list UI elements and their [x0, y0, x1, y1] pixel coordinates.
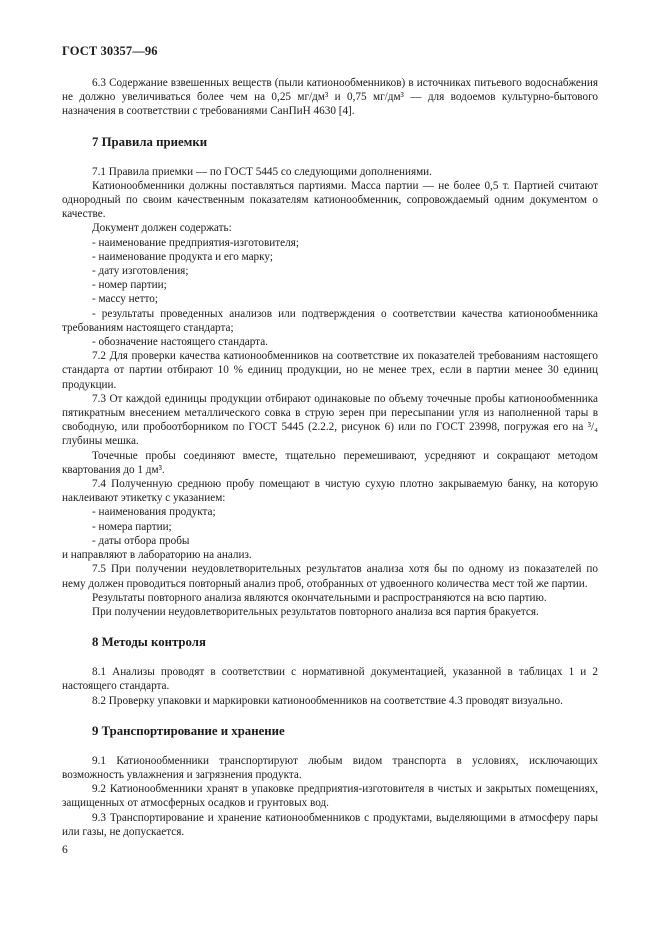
- section-heading: 8 Методы контроля: [92, 635, 206, 650]
- paragraph: Точечные пробы соединяют вместе, тщательно перемешивают, усредняют и сокращают методом квартования до 1 дм³.: [62, 449, 598, 476]
- list-item: - обозначение настоящего стандарта.: [92, 336, 268, 349]
- paragraph: 8.2 Проверку упаковки и маркировки катионообменников на соответствие 4.3 проводят визуально.: [92, 694, 563, 707]
- paragraph: 9.1 Катионообменники транспортируют любым видом транспорта в условиях, исключающих возможность увлажнения и загрязнения продукта.: [62, 754, 598, 781]
- list-item: - даты отбора пробы: [92, 534, 190, 547]
- list-item: - наименование предприятия-изготовителя;: [92, 236, 299, 249]
- list-item: - номера партии;: [92, 520, 172, 533]
- list-item: - массу нетто;: [92, 293, 158, 306]
- paragraph: Катионообменники должны поставляться партиями. Масса партии — не более 0,5 т. Партией считают однородный по своим качественным показателям катионообменник, сопровождаемый одним документом о качестве.: [62, 179, 598, 221]
- paragraph: 7.1 Правила приемки — по ГОСТ 5445 со следующими дополнениями.: [92, 165, 432, 178]
- paragraph: 7.3 От каждой единицы продукции отбирают одинаковые по объему точечные пробы катионообменника пятикратным внесением металлического совка в струю зерен при пересыпании угля из наполненной тары в свободную, или пробоотборником по ГОСТ 5445 (2.2.2, рисунок 6) или по ГОСТ 23998, погружая его на ³/₄ глубины мешка.: [62, 392, 598, 448]
- list-item: - номер партии;: [92, 279, 167, 292]
- paragraph: Результаты повторного анализа являются окончательными и распространяются на всю партию.: [92, 591, 547, 604]
- list-item: - дату изготовления;: [92, 265, 189, 278]
- paragraph: 8.1 Анализы проводят в соответствии с нормативной документацией, указанной в таблицах 1 и 2 настоящего стандарта.: [62, 666, 598, 693]
- paragraph: 7.4 Полученную среднюю пробу помещают в чистую сухую плотно закрываемую банку, на которую наклеивают этикетку с указанием:: [62, 478, 598, 505]
- paragraph: 7.5 При получении неудовлетворительных результатов анализа хотя бы по одному из показателей по нему должен проводиться повторный анализ проб, отобранных от удвоенного количества мест той же партии.: [62, 563, 598, 590]
- section-heading: 7 Правила приемки: [92, 134, 208, 149]
- paragraph: 9.3 Транспортирование и хранение катионообменников с продуктами, выделяющими в атмосферу пары или газы, не допускается.: [62, 811, 598, 838]
- paragraph: При получении неудовлетворительных результатов повторного анализа вся партия бракуется.: [92, 605, 539, 618]
- document-body: [62, 76, 598, 839]
- page-number: 6: [62, 844, 68, 856]
- list-item: - наименование продукта и его марку;: [92, 250, 273, 263]
- paragraph: Документ должен содержать:: [92, 222, 232, 235]
- paragraph: 6.3 Содержание взвешенных веществ (пыли катионообменников) в источниках питьевого водоснабжения не должно увеличиваться более чем на 0,25 мг/дм³ и 0,75 мг/дм³ — для водоемов культурно-бытового назначения в соответствии с требованиями СанПиН 4630 [4].: [62, 77, 598, 118]
- list-item: - результаты проведенных анализов или подтверждения о соответствии качества катионообменника требованиям настоящего стандарта;: [62, 307, 598, 334]
- section-heading: 9 Транспортирование и хранение: [92, 723, 285, 738]
- paragraph: и направляют в лабораторию на анализ.: [62, 549, 252, 562]
- page-header: ГОСТ 30357—96: [62, 44, 158, 58]
- list-item: - наименования продукта;: [92, 506, 216, 519]
- paragraph: 9.2 Катионообменники хранят в упаковке предприятия-изготовителя в чистых и закрытых помещениях, защищенных от атмосферных осадков и грунтовых вод.: [62, 783, 598, 810]
- paragraph: 7.2 Для проверки качества катионообменников на соответствие их показателей требованиям настоящего стандарта от партии отбирают 10 % единиц продукции, но не менее трех, если в партии менее 30 единиц продукции.: [62, 350, 598, 391]
